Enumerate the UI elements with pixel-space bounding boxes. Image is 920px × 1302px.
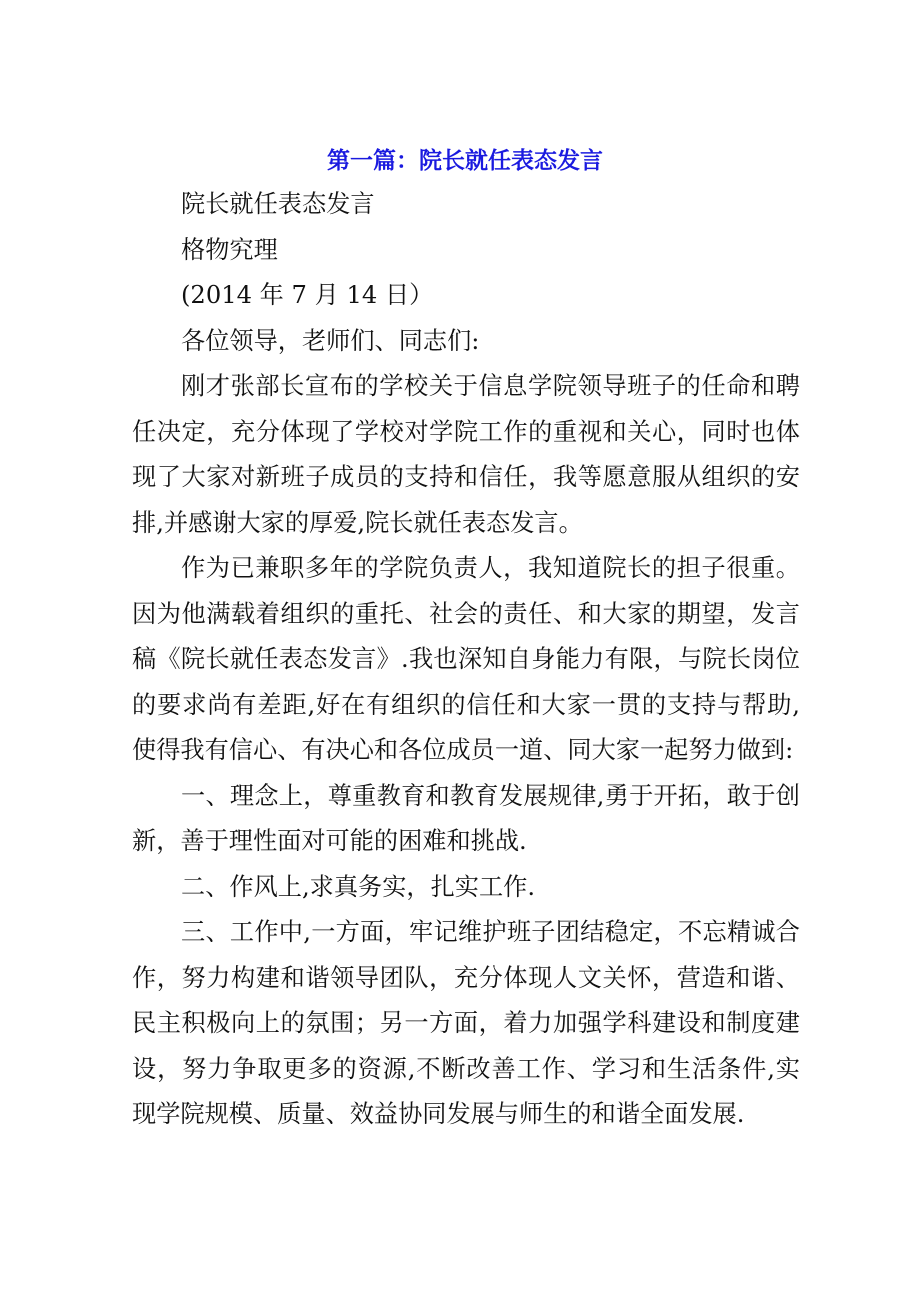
paragraph-body: 刚才张部长宣布的学校关于信息学院领导班子的任命和聘任决定，充分体现了学校对学院工作的重视和关心，同时也体现了大家对新班子成员的支持和信任，我等愿意服从组织的安排,并感谢大家的厚爱,院长就任表态发言。 — [132, 372, 800, 537]
paragraph-date: (2014 年 7 月 14 日） — [181, 281, 434, 309]
paragraph-point-2: 二、作风上,求真务实，扎实工作. — [181, 872, 536, 901]
document-title: 第一篇：院长就任表态发言 — [327, 148, 603, 174]
document-body — [132, 182, 800, 1138]
paragraph-point-3: 三、工作中,一方面，牢记维护班子团结稳定，不忘精诚合作，努力构建和谐领导团队，充分体现人文关怀，营造和谐、民主积极向上的氛围；另一方面，着力加强学科建设和制度建设，努力争取更多的资源,不断改善工作、学习和生活条件,实现学院规模、质量、效益协同发展与师生的和谐全面发展. — [132, 918, 800, 1128]
paragraph-salutation: 各位领导，老师们、同志们: — [181, 326, 480, 355]
paragraph-subtitle: 院长就任表态发言 — [181, 190, 375, 218]
paragraph-motto: 格物究理 — [181, 235, 278, 264]
paragraph-point-1: 一、理念上，尊重教育和教育发展规律,勇于开拓，敢于创新，善于理性面对可能的困难和挑战. — [132, 781, 800, 855]
paragraph-body: 作为已兼职多年的学院负责人，我知道院长的担子很重。因为他满载着组织的重托、社会的责任、和大家的期望，发言稿《院长就任表态发言》.我也深知自身能力有限，与院长岗位的要求尚有差距,好在有组织的信任和大家一贯的支持与帮助,使得我有信心、有决心和各位成员一道、同大家一起努力做到: — [132, 554, 800, 764]
